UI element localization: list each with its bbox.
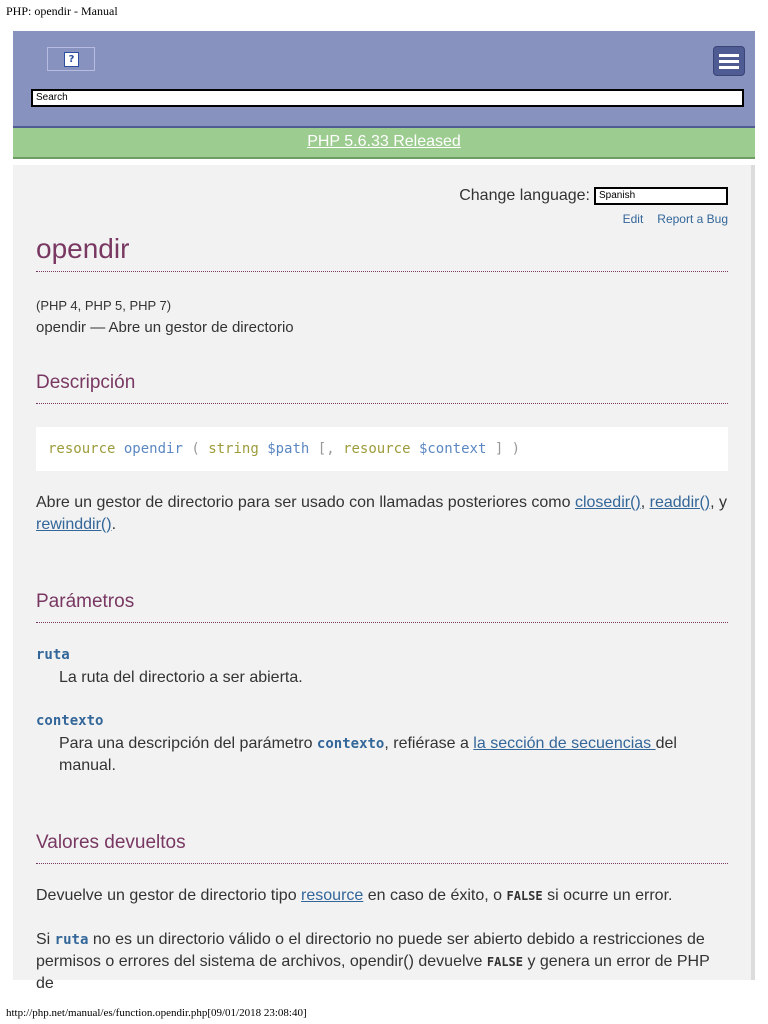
paren-close: ] )	[486, 441, 521, 457]
parameters-section	[36, 591, 728, 623]
optional-open: [,	[309, 441, 344, 457]
param-type: string	[208, 441, 259, 457]
param-type: resource	[343, 441, 411, 457]
closedir-link[interactable]: closedir()	[574, 494, 641, 511]
main-content	[13, 165, 755, 992]
logo-box[interactable]	[47, 47, 95, 71]
parameter-term: contexto	[36, 713, 104, 729]
ref-purpose: opendir — Abre un gestor de directorio	[36, 319, 294, 336]
print-page-title: PHP: opendir - Manual	[6, 4, 118, 18]
streams-section-link[interactable]: la sección de secuencias	[473, 735, 656, 752]
return-type: resource	[48, 441, 116, 457]
language-select[interactable]: Spanish	[594, 187, 728, 205]
description-section	[36, 372, 728, 404]
change-language	[459, 187, 728, 205]
paren-open: (	[182, 441, 209, 457]
return-values-error-text: Si ruta no es un directorio válido o el directorio no puede ser abierto debido a restricciones de permisos o errores del sistema de archivos, opendir() devuelve FALSE y genera un error de PHP de	[36, 931, 710, 992]
return-values-heading: Valores devueltos	[36, 832, 728, 864]
param-name: $path	[267, 441, 310, 457]
return-values-text: Devuelve un gestor de directorio tipo resource en caso de éxito, o FALSE si ocurre un error.	[36, 887, 673, 904]
print-footer-url: http://php.net/manual/es/function.opendir.php[09/01/2018 23:08:40]	[6, 1007, 307, 1019]
parameter-code: contexto	[316, 736, 385, 752]
parameter-definition: Para una descripción del parámetro contexto, refiérase a la sección de secuencias del manual.	[59, 735, 677, 774]
parameters-heading: Parámetros	[36, 591, 728, 623]
description-text: Abre un gestor de directorio para ser usado con llamadas posteriores como closedir(), readdir(), y rewinddir().	[36, 494, 727, 533]
release-link[interactable]: PHP 5.6.33 Released	[307, 133, 461, 150]
readdir-link[interactable]: readdir()	[649, 494, 711, 511]
release-banner	[13, 128, 755, 159]
change-language-label: Change language:	[459, 187, 590, 205]
parameter-code: ruta	[54, 932, 89, 948]
function-name: opendir	[123, 441, 183, 457]
false-constant: FALSE	[506, 889, 543, 903]
edit-link[interactable]: Edit	[622, 212, 644, 226]
rewinddir-link[interactable]: rewinddir()	[36, 516, 112, 533]
php-versions: (PHP 4, PHP 5, PHP 7)	[36, 298, 172, 313]
param-name: $context	[418, 441, 487, 457]
false-constant: FALSE	[486, 955, 523, 969]
edit-links	[609, 212, 728, 226]
parameter-definition: La ruta del directorio a ser abierta.	[59, 669, 303, 686]
resource-link[interactable]: resource	[301, 887, 364, 904]
report-bug-link[interactable]: Report a Bug	[657, 212, 728, 226]
help-icon[interactable]: ?	[64, 52, 79, 67]
hamburger-menu-icon[interactable]	[713, 46, 745, 76]
return-values-section	[36, 832, 728, 864]
method-synopsis	[36, 427, 728, 471]
parameter-term: ruta	[36, 647, 70, 663]
page-title: opendir	[36, 233, 728, 272]
search-input[interactable]: Search	[31, 89, 744, 107]
site-header	[13, 31, 755, 129]
description-heading: Descripción	[36, 372, 728, 404]
